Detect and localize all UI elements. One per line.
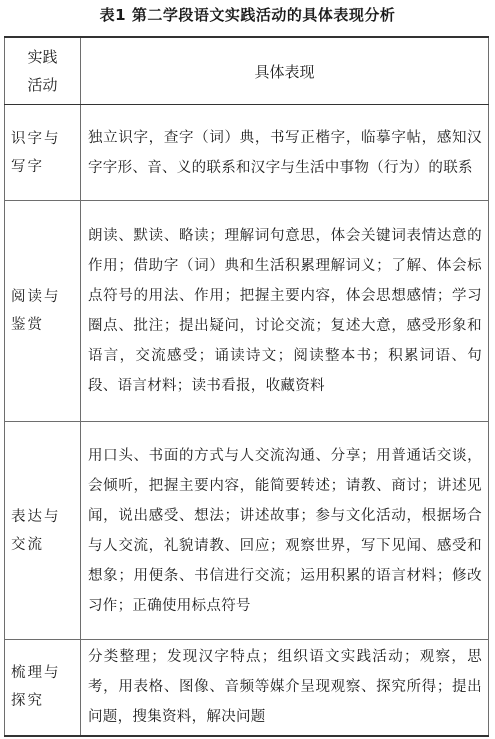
category-cell	[5, 422, 81, 640]
category-line1: 表达与	[11, 508, 61, 525]
category-line1: 识字与	[11, 130, 61, 147]
table-row	[5, 640, 489, 736]
performance-cell: 用口头、书面的方式与人交流沟通、分享；用普通话交谈，会倾听，把握主要内容，能简要转述；请教、商讨；讲述见闻，说出感受、想法；讲述故事；参与文化活动，根据场合与人交流，礼貌请教、回应；观察世界，写下见闻、感受和想象；用便条、书信进行交流；运用积累的语言材料；修改习作；正确使用标点符号	[81, 422, 489, 640]
category-line1: 阅读与	[11, 289, 61, 305]
table-header-row	[5, 37, 489, 105]
category-line1: 梳理与	[11, 665, 61, 682]
header-performance-cell: 具体表现	[81, 37, 489, 105]
category-cell	[5, 201, 81, 422]
table-row	[5, 201, 489, 422]
activity-table	[4, 36, 489, 737]
category-line2: 鉴赏	[11, 317, 44, 333]
header-category-line2: 活动	[27, 76, 58, 94]
performance-cell: 独立识字，查字（词）典，书写正楷字，临摹字帖，感知汉字字形、音、义的联系和汉字与生活中事物（行为）的联系	[81, 105, 489, 201]
header-category-line1: 实践	[27, 48, 58, 66]
category-cell	[5, 640, 81, 736]
category-line2: 交流	[11, 536, 44, 553]
header-category-cell	[5, 37, 81, 105]
table-row	[5, 105, 489, 201]
category-line2: 写字	[11, 158, 44, 175]
category-cell	[5, 105, 81, 201]
table-row	[5, 422, 489, 640]
category-line2: 探究	[11, 693, 44, 710]
performance-cell: 分类整理；发现汉字特点；组织语文实践活动；观察，思考，用表格、图像、音频等媒介呈现观察、探究所得；提出问题，搜集资料，解决问题	[81, 640, 489, 736]
performance-cell: 朗读、默读、略读；理解词句意思，体会关键词表情达意的作用；借助字（词）典和生活积累理解词义；了解、体会标点符号的用法、作用；把握主要内容，体会思想感情；学习圈点、批注；提出疑问，讨论交流；复述大意，感受形象和语言，交流感受；诵读诗文；阅读整本书；积累词语、句段、语言材料；读书看报，收藏资料	[81, 201, 489, 422]
table-caption: 表1 第二学段语文实践活动的具体表现分析	[99, 6, 396, 24]
